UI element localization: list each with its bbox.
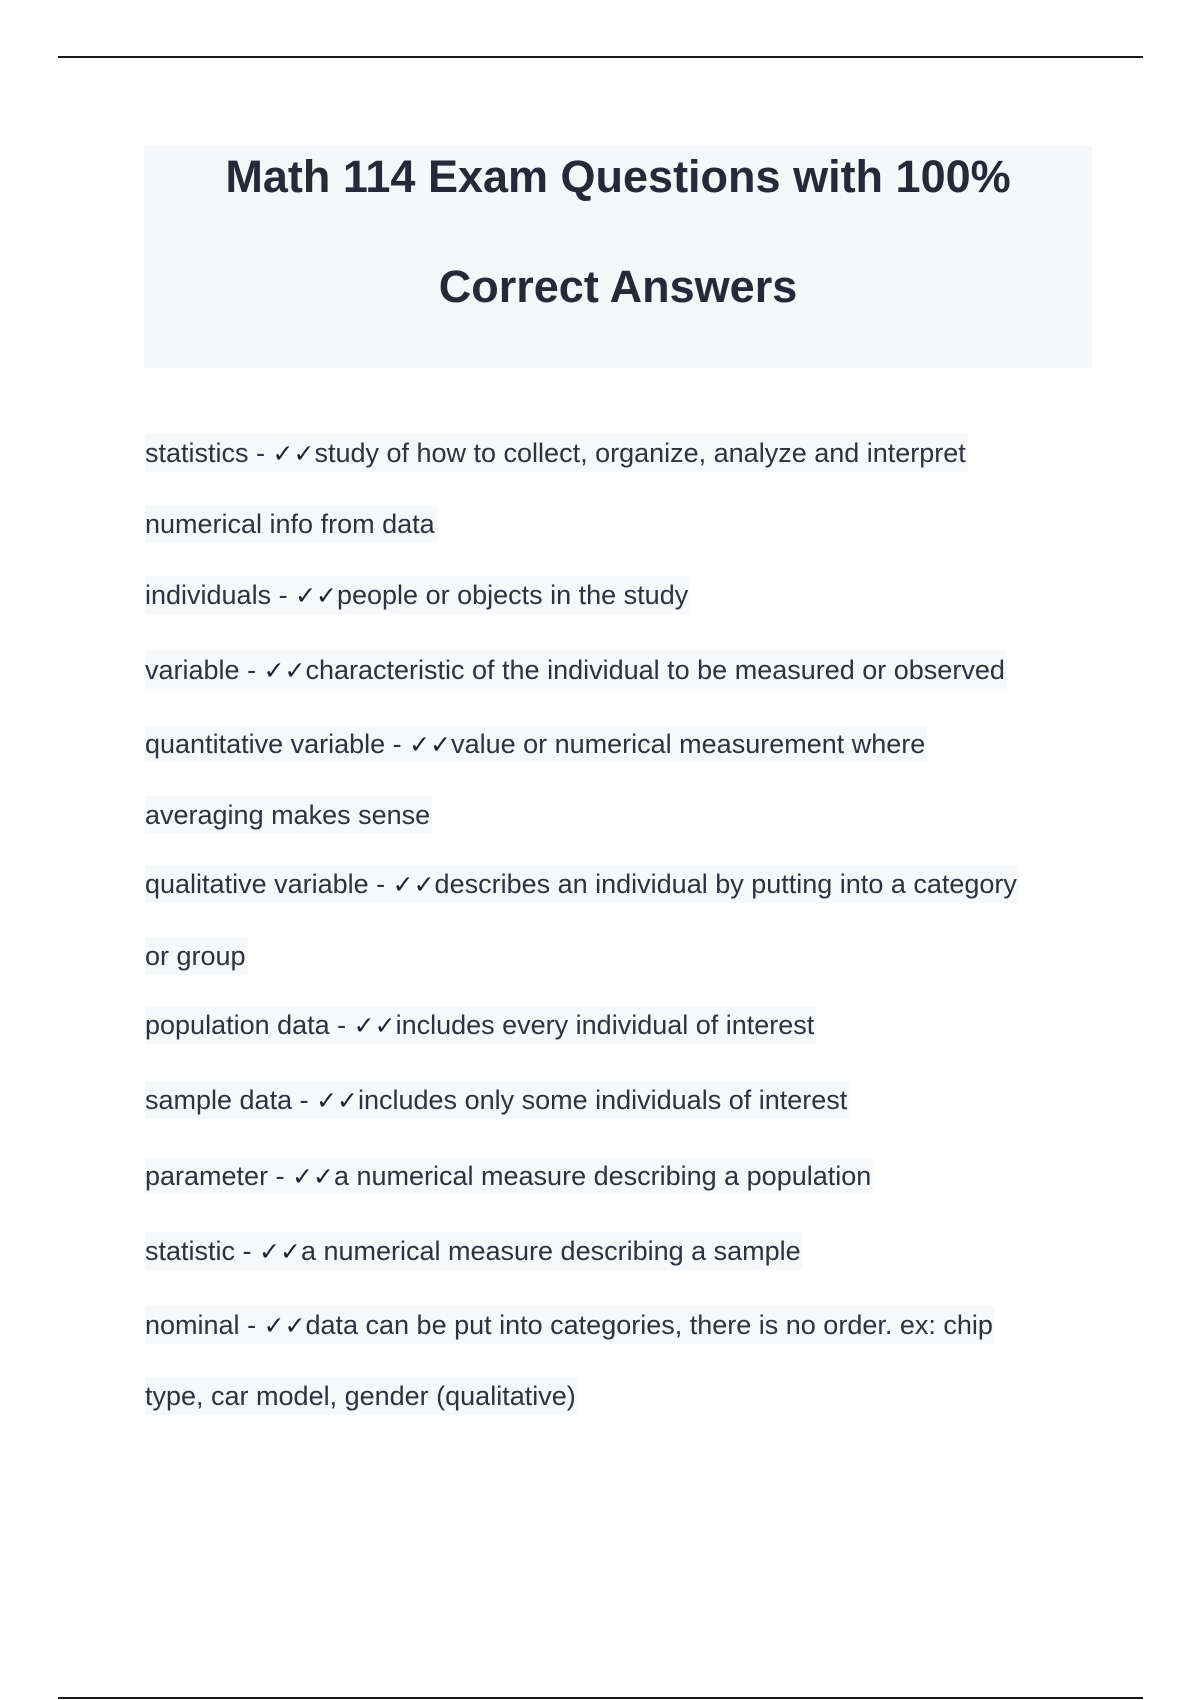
term-name: statistics bbox=[145, 438, 249, 468]
double-check-icon: ✓✓ bbox=[263, 656, 306, 685]
term-name: quantitative variable bbox=[145, 729, 386, 759]
term-separator: - bbox=[368, 869, 393, 899]
bottom-rule bbox=[58, 1697, 1143, 1699]
term-line bbox=[145, 725, 927, 763]
term-name: qualitative variable bbox=[145, 869, 369, 899]
term-line bbox=[145, 1157, 873, 1195]
term-name: sample data bbox=[145, 1085, 293, 1115]
term-name: nominal bbox=[145, 1310, 240, 1340]
term-definition: people or objects in the study bbox=[336, 580, 689, 610]
title-block bbox=[144, 146, 1092, 368]
term-name: parameter bbox=[145, 1161, 269, 1191]
term-definition: data can be put into categories, there is no order. ex: chip bbox=[305, 1310, 993, 1340]
term-continuation-line bbox=[145, 937, 248, 975]
term-definition: averaging makes sense bbox=[145, 800, 431, 830]
term-line bbox=[145, 576, 690, 614]
term-line bbox=[145, 651, 1007, 689]
double-check-icon: ✓✓ bbox=[259, 1237, 301, 1266]
term-definition: characteristic of the individual to be measured or observed bbox=[305, 655, 1005, 685]
double-check-icon: ✓✓ bbox=[353, 1011, 396, 1040]
term-definition: a numerical measure describing a population bbox=[333, 1161, 872, 1191]
double-check-icon: ✓✓ bbox=[392, 870, 435, 899]
term-separator: - bbox=[271, 580, 296, 610]
term-line bbox=[145, 1232, 803, 1270]
double-check-icon: ✓✓ bbox=[316, 1086, 358, 1115]
double-check-icon: ✓✓ bbox=[292, 1162, 334, 1191]
term-name: individuals bbox=[145, 580, 272, 610]
term-definition: value or numerical measurement where bbox=[451, 729, 926, 759]
term-separator: - bbox=[385, 729, 410, 759]
term-definition: includes only some individuals of interest bbox=[358, 1085, 848, 1115]
term-definition: study of how to collect, organize, analyze and interpret bbox=[314, 438, 966, 468]
term-name: statistic bbox=[145, 1236, 236, 1266]
double-check-icon: ✓✓ bbox=[263, 1311, 306, 1340]
term-separator: - bbox=[292, 1085, 317, 1115]
term-separator: - bbox=[329, 1010, 354, 1040]
term-separator: - bbox=[239, 655, 264, 685]
term-line bbox=[145, 1081, 849, 1119]
term-separator: - bbox=[248, 438, 273, 468]
term-line bbox=[145, 434, 968, 472]
term-separator: - bbox=[268, 1161, 293, 1191]
document-title-line-1: Math 114 Exam Questions with 100% bbox=[225, 151, 1011, 202]
top-rule bbox=[58, 56, 1143, 58]
term-continuation-line bbox=[145, 505, 437, 543]
term-line bbox=[145, 1006, 816, 1044]
term-definition: includes every individual of interest bbox=[395, 1010, 815, 1040]
double-check-icon: ✓✓ bbox=[409, 730, 452, 759]
term-continuation-line bbox=[145, 1377, 578, 1415]
term-definition: describes an individual by putting into a category bbox=[434, 869, 1017, 899]
term-definition: a numerical measure describing a sample bbox=[300, 1236, 801, 1266]
term-separator: - bbox=[235, 1236, 260, 1266]
term-definition: or group bbox=[145, 941, 246, 971]
term-line bbox=[145, 865, 1019, 903]
term-line bbox=[145, 1306, 995, 1344]
term-separator: - bbox=[239, 1310, 264, 1340]
term-continuation-line bbox=[145, 796, 432, 834]
document-title-line-2: Correct Answers bbox=[438, 261, 798, 312]
double-check-icon: ✓✓ bbox=[295, 581, 337, 610]
term-definition: numerical info from data bbox=[145, 509, 435, 539]
term-name: population data bbox=[145, 1010, 330, 1040]
double-check-icon: ✓✓ bbox=[272, 439, 315, 468]
term-name: variable bbox=[145, 655, 240, 685]
term-definition: type, car model, gender (qualitative) bbox=[145, 1381, 576, 1411]
